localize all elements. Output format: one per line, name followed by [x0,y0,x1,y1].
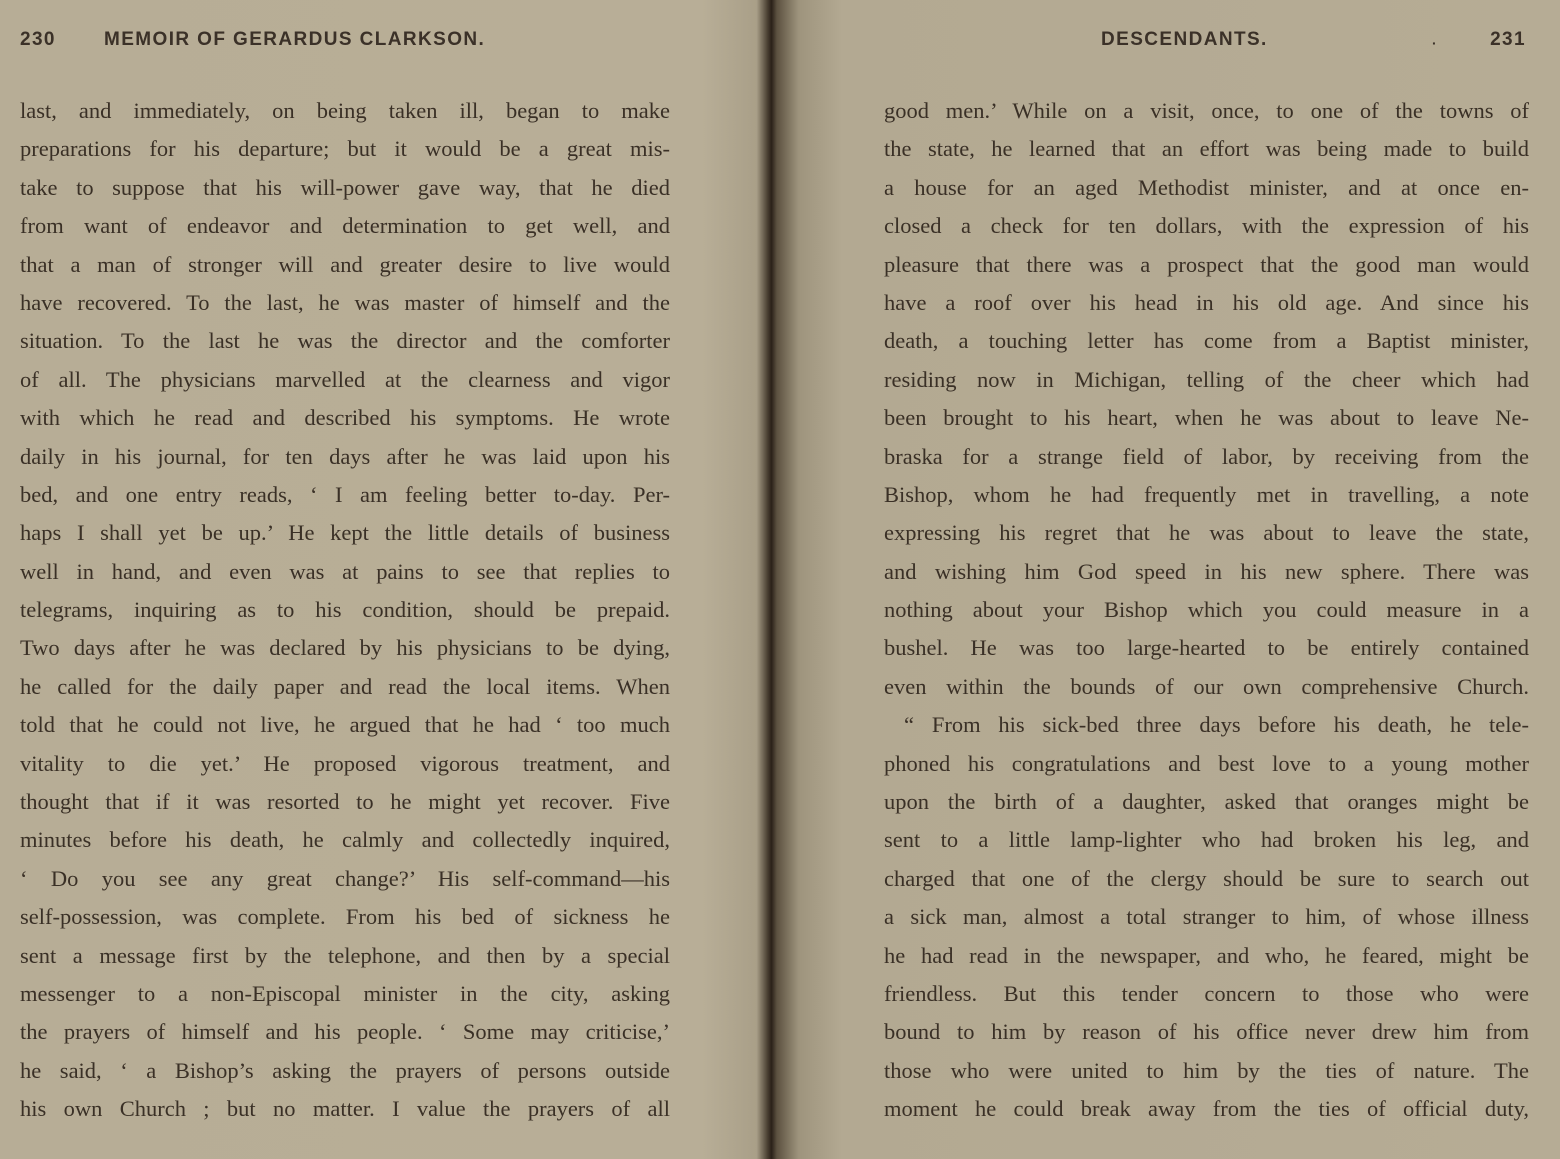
text-line: friendless. But this tender concern to those who were [884,980,1529,1006]
text-line: braska for a strange field of labor, by receiving from the [884,443,1529,469]
text-line: sent to a little lamp-lighter who had broken his leg, and [884,827,1529,853]
text-line: that a man of stronger will and greater desire to live would [20,251,670,277]
text-line: situation. To the last he was the director and the comforter [20,328,670,354]
text-line: of all. The physicians marvelled at the clearness and vigor [20,366,670,392]
text-line: the state, he learned that an effort was being made to build [884,136,1529,162]
right-page [884,0,1529,1159]
text-line: well in hand, and even was at pains to see that replies to [20,558,670,584]
text-line: “ From his sick-bed three days before his death, he tele- [904,712,1529,738]
text-line: and wishing him God speed in his new sphere. There was [884,558,1529,584]
left-running-head-title: MEMOIR OF GERARDUS CLARKSON. [104,29,486,50]
text-line: phoned his congratulations and best love to a young mother [884,750,1529,776]
text-line: telegrams, inquiring as to his condition, should be prepaid. [20,597,670,623]
stray-print-mark: · [1432,35,1439,51]
text-line: ‘ Do you see any great change?’ His self-command—his [20,865,670,891]
right-running-head-title: DESCENDANTS. [1101,29,1268,50]
left-page [20,0,670,1159]
text-line: he said, ‘ a Bishop’s asking the prayers of persons outside [20,1057,670,1083]
text-line: have a roof over his head in his old age. And since his [884,289,1529,315]
left-page-number: 230 [20,29,56,50]
text-line: pleasure that there was a prospect that the good man would [884,251,1529,277]
text-line: sent a message first by the telephone, and then by a special [20,942,670,968]
text-line: last, and immediately, on being taken ill, began to make [20,98,670,123]
text-line: Two days after he was declared by his physicians to be dying, [20,635,670,661]
text-line: been brought to his heart, when he was about to leave Ne- [884,405,1529,431]
text-line: a house for an aged Methodist minister, and at once en- [884,174,1529,200]
text-line: expressing his regret that he was about to leave the state, [884,520,1529,546]
text-line: bound to him by reason of his office never drew him from [884,1019,1529,1045]
text-line: good men.’ While on a visit, once, to one of the towns of [884,98,1529,123]
text-line: self-possession, was complete. From his bed of sickness he [20,904,670,930]
text-line: charged that one of the clergy should be sure to search out [884,865,1529,891]
text-line: told that he could not live, he argued that he had ‘ too much [20,712,670,738]
text-line: Bishop, whom he had frequently met in travelling, a note [884,481,1529,507]
text-line: preparations for his departure; but it would be a great mis- [20,136,670,162]
text-line: he called for the daily paper and read the local items. When [20,673,670,699]
left-page-body [20,92,670,1129]
text-line: from want of endeavor and determination to get well, and [20,213,670,239]
text-line: a sick man, almost a total stranger to him, of whose illness [884,904,1529,930]
text-line: death, a touching letter has come from a Baptist minister, [884,328,1529,354]
left-running-head [20,29,670,59]
text-line: have recovered. To the last, he was master of himself and the [20,289,670,315]
text-line: minutes before his death, he calmly and collectedly inquired, [20,827,670,853]
text-line: he had read in the newspaper, and who, he feared, might be [884,942,1529,968]
right-page-number: 231 [1490,29,1526,50]
text-line: his own Church ; but no matter. I value the prayers of all [20,1096,670,1122]
text-line: take to suppose that his will-power gave way, that he died [20,174,670,200]
right-running-head [884,29,1529,59]
text-line: bed, and one entry reads, ‘ I am feeling better to-day. Per- [20,481,670,507]
text-line: even within the bounds of our own comprehensive Church. [884,673,1529,699]
text-line: haps I shall yet be up.’ He kept the little details of business [20,520,670,546]
text-line: upon the birth of a daughter, asked that oranges might be [884,789,1529,815]
text-line: daily in his journal, for ten days after he was laid upon his [20,443,670,469]
text-line: bushel. He was too large-hearted to be entirely contained [884,635,1529,661]
text-line: thought that if it was resorted to he might yet recover. Five [20,789,670,815]
text-line: nothing about your Bishop which you could measure in a [884,597,1529,623]
text-line: the prayers of himself and his people. ‘ Some may criticise,’ [20,1019,670,1045]
right-page-body [884,92,1529,1129]
text-line: vitality to die yet.’ He proposed vigorous treatment, and [20,750,670,776]
text-line: messenger to a non-Episcopal minister in the city, asking [20,980,670,1006]
text-line: closed a check for ten dollars, with the expression of his [884,213,1529,239]
text-line: those who were united to him by the ties of nature. The [884,1057,1529,1083]
text-line: residing now in Michigan, telling of the cheer which had [884,366,1529,392]
text-line: with which he read and described his symptoms. He wrote [20,405,670,431]
text-line: moment he could break away from the ties of official duty, [884,1096,1529,1122]
